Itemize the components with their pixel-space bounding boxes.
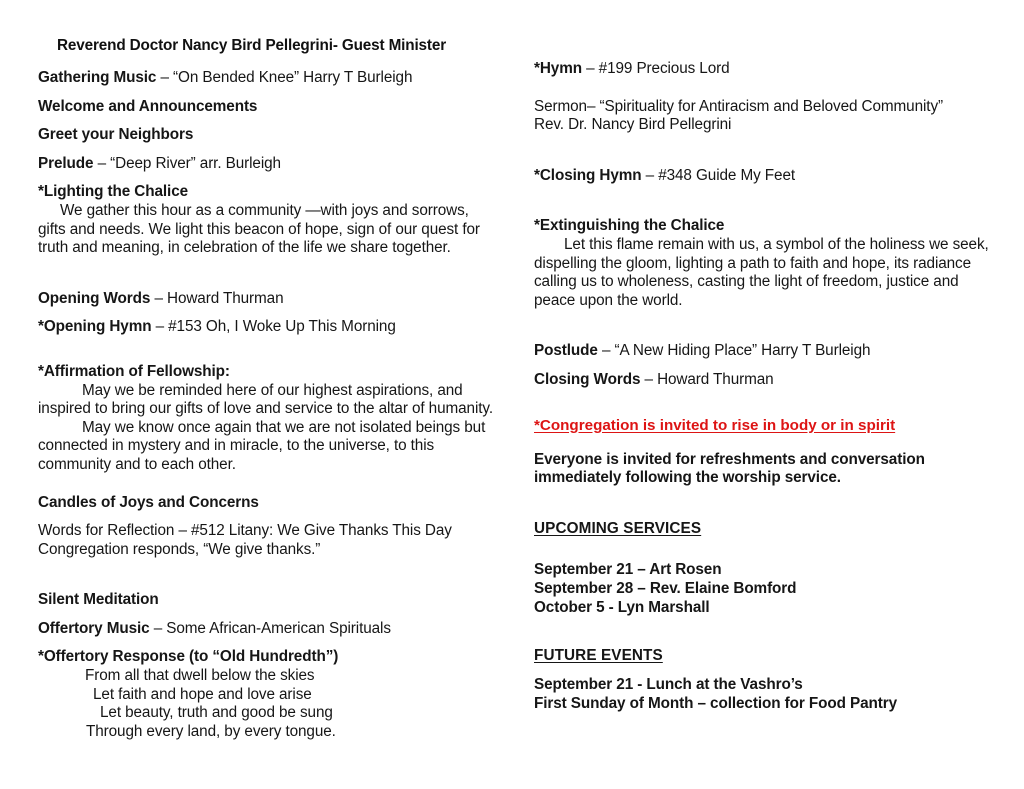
silent-meditation-label: Silent Meditation <box>38 591 159 609</box>
affirmation-block <box>38 363 498 475</box>
upcoming-services-heading: UPCOMING SERVICES <box>534 519 702 537</box>
offertory-response-line: Let beauty, truth and good be sung <box>100 704 333 722</box>
opening-words-item <box>38 290 498 309</box>
opening-words-label: Opening Words <box>38 289 151 307</box>
greet-neighbors-label: Greet your Neighbors <box>38 126 194 144</box>
words-for-reflection-label: Words for Reflection <box>38 522 175 540</box>
hymn-item <box>534 60 994 79</box>
spacer <box>38 347 498 363</box>
extinguishing-chalice-label: *Extinguishing the Chalice <box>534 217 725 235</box>
closing-hymn-value: – #348 Guide My Feet <box>641 166 796 184</box>
hymn-value: – #199 Precious Lord <box>581 60 730 77</box>
opening-hymn-item <box>38 318 498 337</box>
greet-neighbors-item <box>38 126 498 145</box>
refreshments-note <box>534 451 994 488</box>
gathering-music-item <box>38 69 498 88</box>
refreshments-line-2: immediately following the worship service. <box>534 469 841 487</box>
words-for-reflection-item <box>38 522 498 541</box>
affirmation-label: *Affirmation of Fellowship: <box>38 362 230 380</box>
spacer <box>534 435 994 451</box>
candles-joys-concerns-item <box>38 494 498 513</box>
spacer <box>534 498 994 520</box>
list-item: September 28 – Rev. Elaine Bomford <box>534 580 797 598</box>
offertory-music-label: Offertory Music <box>38 619 150 637</box>
closing-hymn-item <box>534 167 994 186</box>
offertory-music-value: – Some African-American Spirituals <box>149 619 391 637</box>
affirmation-paragraph-1: May we be reminded here of our highest aspirations, and inspired to bring our gifts of love and service to the altar of humanity. <box>38 381 493 418</box>
spacer <box>534 400 994 416</box>
affirmation-paragraph-2: May we know once again that we are not isolated beings but connected in mystery and in miracle, to the universe, to this community and to each other. <box>38 418 486 473</box>
list-item: September 21 - Lunch at the Vashro’s <box>534 675 803 693</box>
future-events-heading: FUTURE EVENTS <box>534 647 663 665</box>
words-for-reflection-value: – #512 Litany: We Give Thanks This Day <box>174 522 452 540</box>
spacer <box>534 145 994 167</box>
opening-hymn-value: – #153 Oh, I Woke Up This Morning <box>151 318 396 336</box>
offertory-response-label: *Offertory Response (to “Old Hundredth”) <box>38 648 339 666</box>
hymn-label: *Hymn <box>534 60 582 77</box>
gathering-music-label: Gathering Music <box>38 69 157 86</box>
spacer <box>534 320 994 342</box>
list-item: September 21 – Art Rosen <box>534 561 722 579</box>
silent-meditation-item <box>38 591 498 610</box>
opening-words-value: – Howard Thurman <box>150 289 284 307</box>
spacer <box>38 268 498 290</box>
sermon-label: Sermon <box>534 97 587 115</box>
list-item: October 5 - Lyn Marshall <box>534 599 710 617</box>
gathering-music-value: – “On Bended Knee” Harry T Burleigh <box>156 69 413 86</box>
closing-words-item <box>534 371 994 390</box>
prelude-value: – “Deep River” arr. Burleigh <box>93 154 281 172</box>
left-column <box>38 0 498 751</box>
list-item: First Sunday of Month – collection for Food Pantry <box>534 694 897 712</box>
prelude-label: Prelude <box>38 154 94 172</box>
prelude-item <box>38 155 498 174</box>
offertory-response-line: Through every land, by every tongue. <box>86 722 336 740</box>
spacer <box>534 89 994 98</box>
closing-words-value: – Howard Thurman <box>640 370 774 388</box>
spacer <box>534 666 994 675</box>
spacer <box>534 195 994 217</box>
future-events-list <box>534 675 994 713</box>
lighting-chalice-body: We gather this hour as a community —with joys and sorrows, gifts and needs. We light this beacon of hope, sign of our quest for truth and meaning, in celebration of the life we share together. <box>38 201 480 257</box>
postlude-value: – “A New Hiding Place” Harry T Burleigh <box>597 342 871 360</box>
welcome-announcements-item <box>38 98 498 117</box>
congregation-response-line: Congregation responds, “We give thanks.” <box>38 540 321 558</box>
postlude-label: Postlude <box>534 342 598 360</box>
closing-hymn-label: *Closing Hymn <box>534 166 642 184</box>
offertory-music-item <box>38 620 498 639</box>
extinguishing-chalice-block <box>534 217 994 310</box>
spacer <box>534 538 994 560</box>
spacer <box>38 569 498 591</box>
rise-in-body-or-spirit-note: *Congregation is invited to rise in body or in spirit <box>534 416 896 434</box>
sermon-item <box>534 98 994 117</box>
sermon-block <box>534 98 994 135</box>
spacer <box>38 485 498 494</box>
upcoming-services-list <box>534 560 994 617</box>
sermon-speaker: Rev. Dr. Nancy Bird Pellegrini <box>534 116 732 134</box>
words-for-reflection-block <box>38 522 498 559</box>
offertory-response-block <box>38 648 498 741</box>
opening-hymn-label: *Opening Hymn <box>38 318 152 336</box>
welcome-announcements-label: Welcome and Announcements <box>38 97 258 115</box>
lighting-chalice-block <box>38 183 498 257</box>
extinguishing-chalice-body: Let this flame remain with us, a symbol of the holiness we seek, dispelling the gloom, lighting a path to faith and hope, its radiance calling us to wholeness, casting the light of freedom, justice and peace upon the world. <box>534 235 989 309</box>
lighting-chalice-label: *Lighting the Chalice <box>38 183 189 201</box>
postlude-item <box>534 342 994 361</box>
right-column <box>534 0 994 713</box>
sermon-value: – “Spirituality for Antiracism and Beloved Community” <box>586 97 943 115</box>
closing-words-label: Closing Words <box>534 370 641 388</box>
candles-joys-concerns-label: Candles of Joys and Concerns <box>38 493 259 511</box>
page-title: Reverend Doctor Nancy Bird Pellegrini- Guest Minister <box>57 37 447 54</box>
refreshments-line-1: Everyone is invited for refreshments and conversation <box>534 450 925 468</box>
offertory-response-line: Let faith and hope and love arise <box>93 685 312 703</box>
offertory-response-line: From all that dwell below the skies <box>85 667 315 685</box>
spacer <box>534 617 994 647</box>
